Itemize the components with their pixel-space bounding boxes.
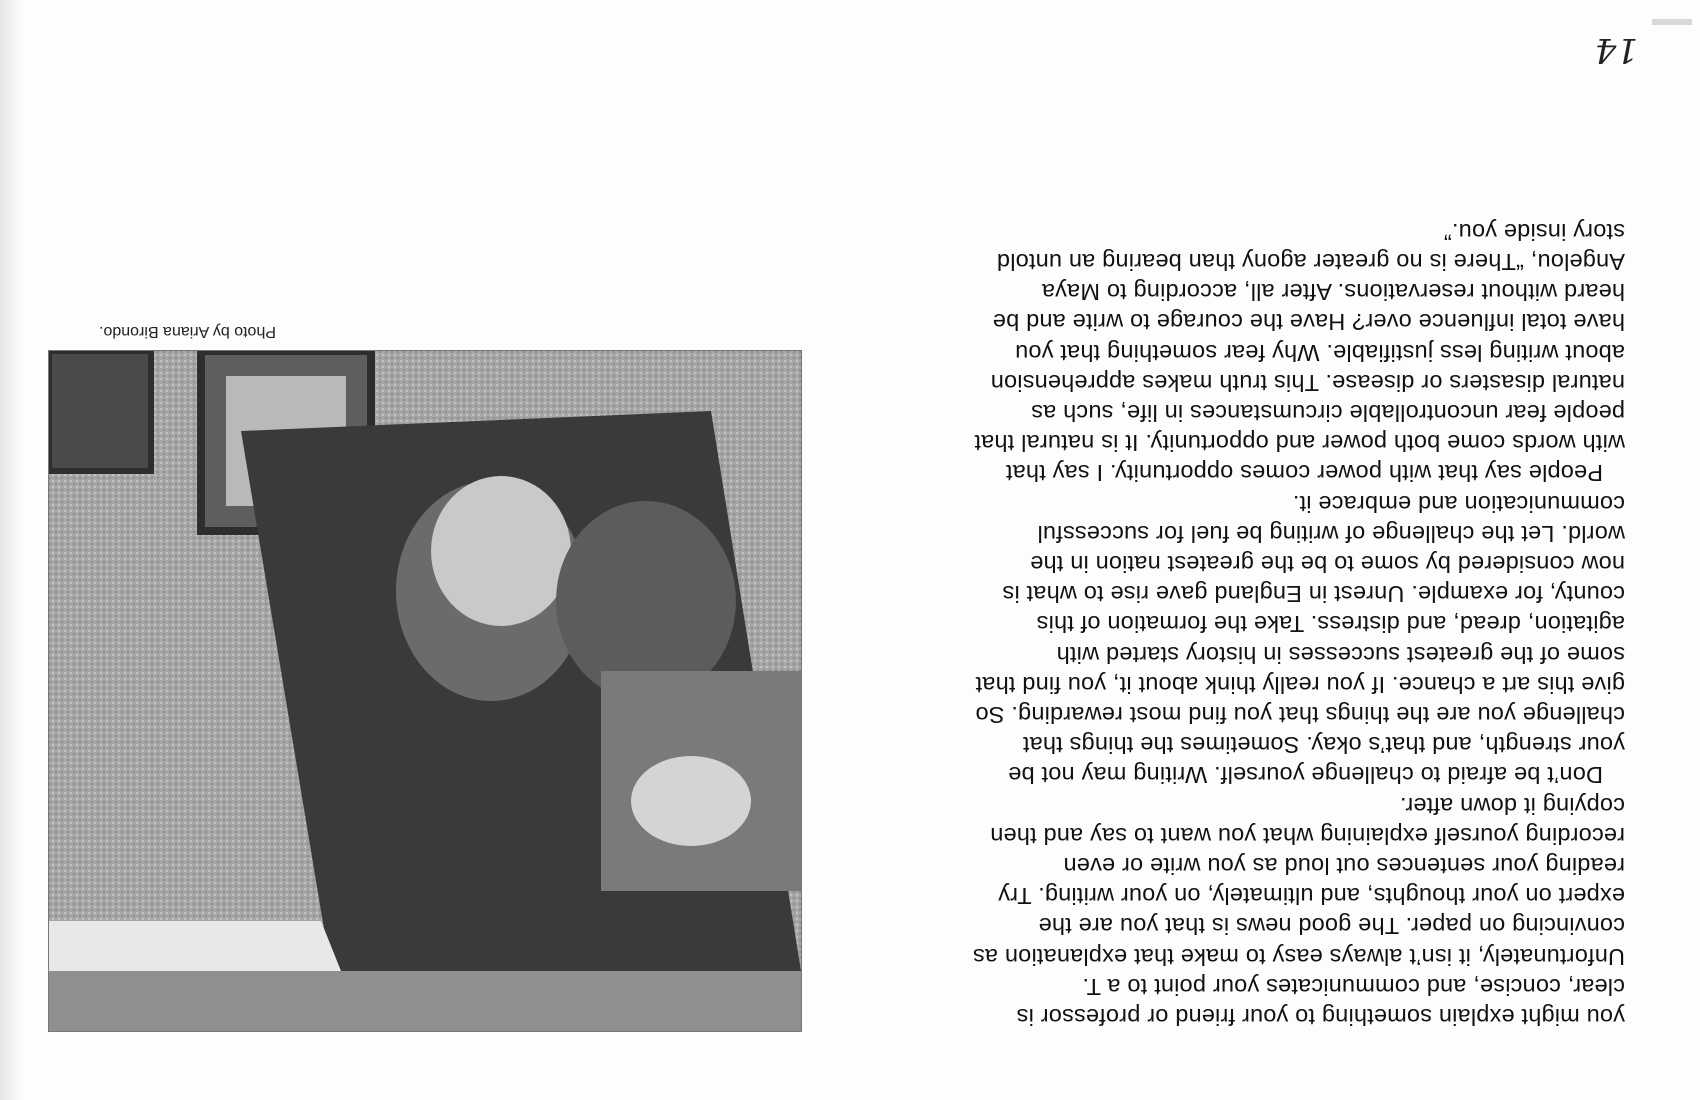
text-line: copying it down after. — [1399, 792, 1625, 819]
photo-caption: Photo by Ariana Birondo. — [98, 323, 276, 340]
text-line: people fear uncontrollable circumstances in life, such as — [1031, 399, 1625, 426]
article-text — [785, 217, 1625, 1032]
person-face — [431, 476, 571, 626]
text-line: give this art a chance. If you really think about it, you find that — [975, 671, 1625, 698]
text-line: recording yourself explaining what you want to say and then — [990, 822, 1625, 849]
text-line: you might explain something to your friend or professor is — [1016, 1004, 1625, 1030]
text-line: now considered by some to be the greatest nation in the — [1030, 550, 1625, 577]
text-line: about writing less justifiable. Why fear something that you — [1014, 339, 1625, 366]
text-line: agitation, dread, and distress. Take the formation of this — [1036, 611, 1625, 638]
text-line: your strength, and that’s okay. Sometimes the things that — [1022, 732, 1625, 759]
text-line: story inside you.” — [1443, 218, 1625, 245]
laptop-base — [49, 921, 341, 971]
text-line: some of the greatest successes in history started with — [1056, 641, 1625, 668]
text-line: Don’t be afraid to challenge yourself. Writing may not be — [1008, 762, 1603, 789]
photo-illustration — [49, 351, 801, 1031]
scan-edge-shadow — [0, 0, 22, 1100]
text-line: reading your sentences out loud as you write or even — [1063, 852, 1625, 879]
text-line: heard without reservations. After all, according to Maya — [1041, 279, 1625, 306]
text-line: natural disasters or disease. This truth makes apprehension — [990, 369, 1625, 396]
text-line: challenge you are the things that you find most rewarding. So — [975, 701, 1625, 728]
binding-mark — [1652, 19, 1692, 25]
text-line: expert on your thoughts, and ultimately, on your writing. Try — [998, 883, 1625, 910]
table-top — [49, 971, 801, 1031]
text-line: have total influence over? Have the courage to write and be — [992, 309, 1625, 336]
text-line: Angelou, “There is no greater agony than bearing an untold — [996, 248, 1625, 275]
text-line: People say that with power comes opportunity. I say that — [1005, 460, 1603, 487]
article-photo — [48, 350, 802, 1032]
text-line: with words come both power and opportunity. It is natural that — [974, 430, 1625, 457]
text-line: clear, concise, and communicates your point to a T. — [1082, 973, 1625, 1000]
wall-picture-frame-small — [49, 351, 151, 471]
text-line: communication and embrace it. — [1292, 490, 1625, 517]
text-line: world. Let the challenge of writing be fuel for successful — [1037, 520, 1625, 547]
hand — [631, 756, 751, 846]
text-line: convincing on paper. The good news is that you are the — [1038, 913, 1625, 940]
page-number: 14 — [1594, 30, 1638, 70]
text-line: Unfortunately, it isn’t always easy to make that explanation as — [972, 943, 1625, 970]
text-line: county, for example. Unrest in England gave rise to what is — [1002, 581, 1625, 608]
